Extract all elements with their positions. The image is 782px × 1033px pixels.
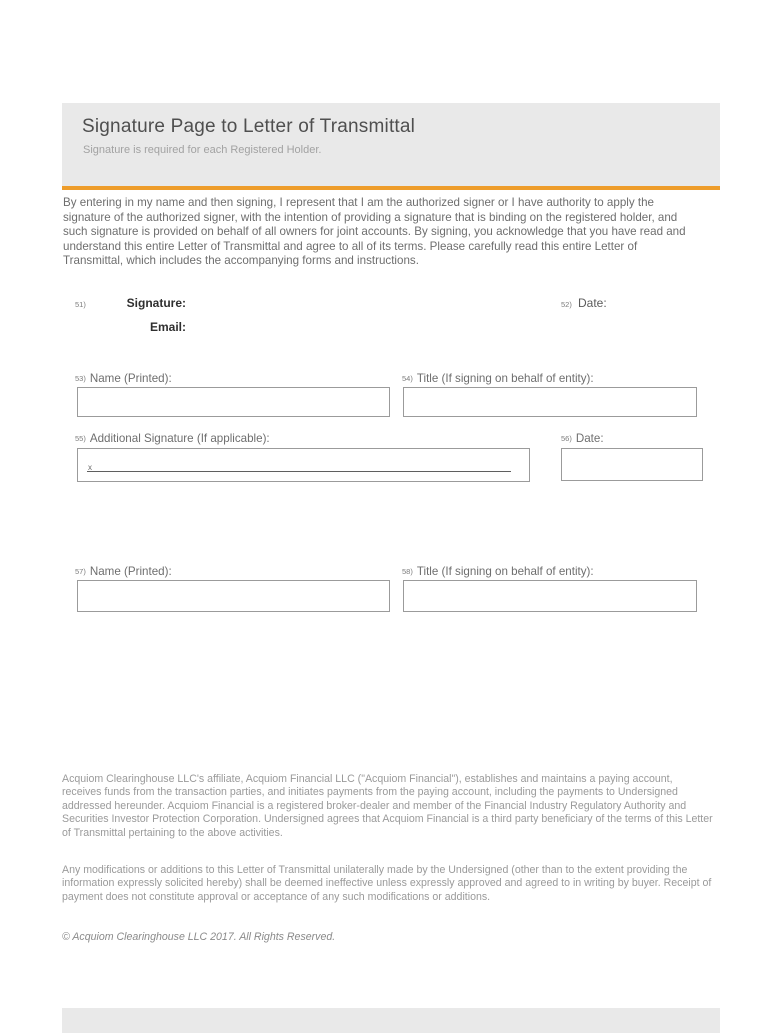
name1-input[interactable] xyxy=(77,387,390,417)
field-number-52: 52) xyxy=(561,300,572,309)
name2-label: Name (Printed): xyxy=(89,565,172,578)
date2-label: Date: xyxy=(575,432,604,445)
email-label: Email: xyxy=(149,320,186,334)
name2-label-group xyxy=(75,565,172,578)
intro-paragraph: By entering in my name and then signing, I represent that I am the authorized signer or I have authority to apply the signature of the authorized signer, with the intention of providing a signature that is binding on the registered holder, and such signature is provided on behalf of all owners for joint accounts. By signing, you acknowledge that you have read and understand this entire Letter of Transmittal and agree to all of its terms. Please carefully read this entire Letter of Transmittal, which includes the accompanying forms and instructions. xyxy=(63,196,686,268)
field-number-51: 51) xyxy=(75,300,86,309)
additional-signature-input[interactable] xyxy=(77,448,530,482)
section-header xyxy=(62,103,720,190)
signature-label: Signature: xyxy=(126,296,186,310)
page-subtitle: Signature is required for each Registered Holder. xyxy=(83,144,322,156)
title1-label: Title (If signing on behalf of entity): xyxy=(416,372,594,385)
field-number-54: 54) xyxy=(402,374,413,383)
field-number-55: 55) xyxy=(75,434,86,443)
page-title: Signature Page to Letter of Transmittal xyxy=(82,116,416,137)
field-number-56: 56) xyxy=(561,434,572,443)
field-number-57: 57) xyxy=(75,567,86,576)
name1-label-group xyxy=(75,372,172,385)
title2-label-group xyxy=(402,565,594,578)
field-number-58: 58) xyxy=(402,567,413,576)
name2-input[interactable] xyxy=(77,580,390,612)
field-number-53: 53) xyxy=(75,374,86,383)
date2-label-group xyxy=(561,432,604,445)
signature-line xyxy=(87,471,511,472)
date2-input[interactable] xyxy=(561,448,703,481)
name1-label: Name (Printed): xyxy=(89,372,172,385)
footer-paragraph-modifications: Any modifications or additions to this Letter of Transmittal unilaterally made by the Undersigned (other than to the extent providing the information expressly solicited hereby) shall be deemed ineffective unless expressly approved and agreed to in writing by buyer. Receipt of payment does not constitute approval or acceptance of any such modifications or additions. xyxy=(62,864,712,903)
copyright-notice: © Acquiom Clearinghouse LLC 2017. All Rights Reserved. xyxy=(62,931,336,943)
signature-x-mark: x xyxy=(88,463,92,472)
next-section-header-peek xyxy=(62,1008,720,1033)
additional-signature-label-group xyxy=(75,432,270,445)
additional-signature-label: Additional Signature (If applicable): xyxy=(89,432,270,445)
title2-input[interactable] xyxy=(403,580,697,612)
title1-input[interactable] xyxy=(403,387,697,417)
title2-label: Title (If signing on behalf of entity): xyxy=(416,565,594,578)
title1-label-group xyxy=(402,372,594,385)
footer-paragraph-acquiom: Acquiom Clearinghouse LLC's affiliate, Acquiom Financial LLC ("Acquiom Financial"), establishes and maintains a paying account, receives funds from the transaction parties, and initiates payments from the paying account, including the payments to Undersigned addressed hereunder. Acquiom Financial is a registered broker-dealer and member of the Financial Industry Regulatory Authority and Securities Investor Protection Corporation. Undersigned agrees that Acquiom Financial is a third party beneficiary of the terms of this Letter of Transmittal pertaining to the above activities. xyxy=(62,773,713,839)
date-label: Date: xyxy=(578,296,607,310)
